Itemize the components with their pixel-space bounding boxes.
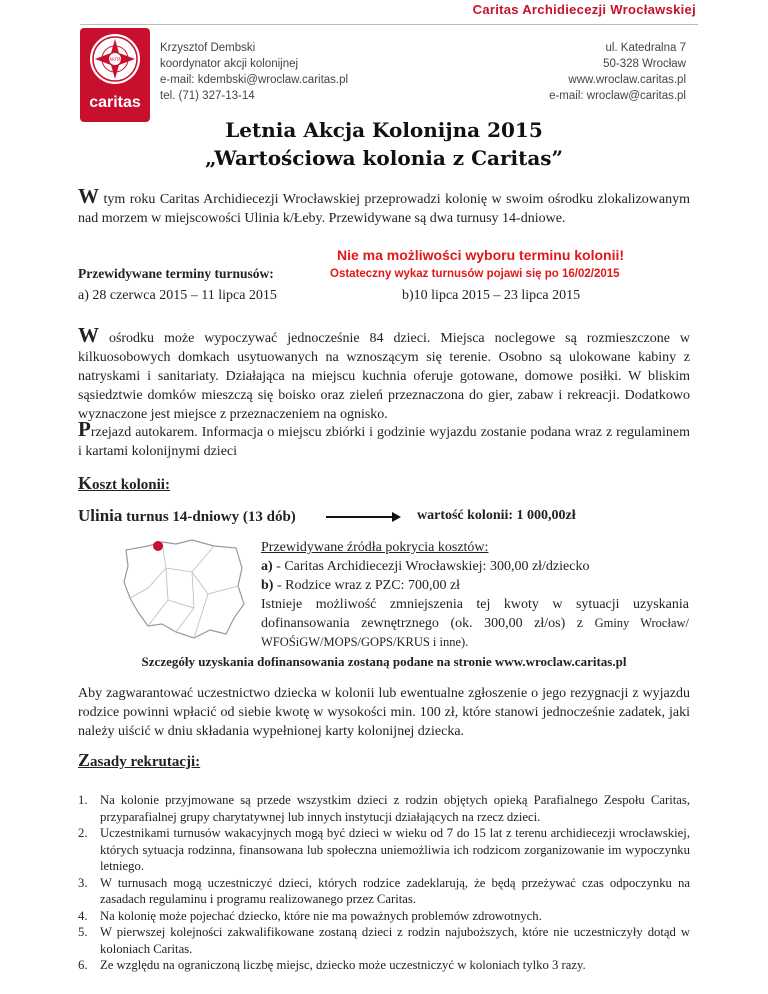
organization-contact [549,40,686,104]
logo-text: caritas [89,94,141,111]
arrow-right-icon [392,512,401,522]
organization-header: Caritas Archidiecezji Wrocławskiej [472,2,696,17]
funding-details-note: Szczegóły uzyskania dofinansowania zostaną podane na stronie www.wroclaw.caritas.pl [141,654,627,669]
rules-heading-dropcap: Z [78,750,91,770]
rules-list [78,792,690,974]
list-item-number: 2. [78,826,88,840]
source-a [261,557,689,576]
term-b: b)10 lipca 2015 – 23 lipca 2015 [402,288,581,303]
coordinator-name: Krzysztof Dembski [160,42,256,54]
list-item [78,875,690,908]
facility-dropcap: W [78,323,99,347]
org-city: 50-328 Wrocław [603,58,686,70]
coordinator-contact [160,40,348,104]
transport-paragraph [78,417,690,461]
coordinator-email[interactable]: e-mail: kdembski@wroclaw.caritas.pl [160,74,349,86]
cost-sources [261,538,689,652]
list-item-number: 4. [78,908,88,923]
intro-dropcap: W [78,184,99,208]
cost-value: wartość kolonii: 1 000,00zł [417,508,576,523]
list-item [78,924,690,957]
poland-map-icon [118,538,248,642]
list-item-number: 1. [78,793,88,807]
list-item [78,957,690,974]
deposit-paragraph: Aby zagwarantować uczestnictwo dziecka w kolonii lub ewentualne zgłoszenie o jego rezygnacji z wyjazdu rodzice powinni wpłacić od siebie kwotę w wysokości min. 100 zł, które stanowi jednocześnie zadatek, jaki należy uiścić w dniu składania wypełnionej karty kolonijnej dziecka. [78,686,690,739]
sources-title: Przewidywane źródła pokrycia kosztów: [261,540,489,555]
logo-seal [90,34,140,84]
intro-text: tym roku Caritas Archidiecezji Wrocławskiej przeprowadzi kolonię w swoim ośrodku zlokalizowanym nad morzem w miejscowości Ulinia k/Łeby. Przewidywane są dwa turnusy 14-dniowe. [78,192,690,226]
turnus-length: turnus 14-dniowy (13 dób) [122,509,296,525]
org-email[interactable]: e-mail: wroclaw@caritas.pl [549,90,686,102]
reduction-sources: Gminy Wrocław/ WFOŚiGW/MOPS/GOPS/KRUS i inne). [261,616,689,649]
list-item-text: W pierwszej kolejności zakwalifikowane zostaną dzieci z rodzin najuboższych, które nie uczestniczyły dotąd w koloniach Caritas. [100,925,690,956]
list-item [78,825,690,875]
header-divider [80,24,698,25]
no-choice-notice: Nie ma możliwości wyboru terminu kolonii! [337,247,625,263]
cost-heading [78,473,170,494]
facility-text: ośrodku może wypoczywać jednocześnie 84 dzieci. Miejsca noclegowe są rozmieszczone w kilkuosobowych domkach usytuowanych na wznoszącym się terenie. Osobno są ulokowane kabiny z natryskami i sanitariaty. Działająca na miejscu kuchnia oferuje gotowane, domowe posiłki. W bliskim sąsiedztwie domków mieszczą się boisko oraz zieleń przeznaczona do gier, zabaw i rekreacji. Dodatkowo wyznaczone jest miejsce z przeznaczeniem na ognisko. [78,331,690,422]
caritas-logo [80,28,150,122]
coordinator-role: koordynator akcji kolonijnej [160,58,299,70]
source-b [261,576,689,595]
title-line-2: „Wartościowa kolonia z Caritas” [204,146,564,170]
rules-heading [78,750,200,771]
term-a: a) 28 czerwca 2015 – 11 lipca 2015 [78,288,277,303]
title-line-1: Letnia Akcja Kolonijna 2015 [225,118,543,142]
caritas-cross-icon [90,34,140,84]
facility-paragraph [78,323,690,424]
place-name: Ulinia [78,506,123,525]
transport-text: rzejazd autokarem. Informacja o miejscu zbiórki i godzinie wyjazdu zostanie podana wraz z regulaminem i kartami kolonijnymi dzieci [78,425,690,459]
cost-heading-rest: oszt kolonii: [92,477,170,493]
source-a-text: - Caritas Archidiecezji Wrocławskiej: 300,00 zł/dziecko [272,559,590,574]
list-item-text: Na kolonie przyjmowane są przede wszystkim dzieci z rodzin objętych opieką Parafialnego Zespołu Caritas, przyparafialnej grupy charytatywnej lub innych instytucji działających na rzecz dzieci. [100,793,690,824]
reduction-note [261,595,689,652]
reduction-text: Istnieje możliwość zmniejszenia tej kwoty w sytuacji uzyskania dofinansowania zewnętrznego (ok. 300,00 zł/os) z [261,597,689,631]
list-item-text: Uczestnikami turnusów wakacyjnych mogą być dzieci w wieku od 7 do 15 lat z terenu archidiecezji wrocławskiej, których sytuacja rodzinna, finansowana lub społeczna uniemożliwia ich rodzicom zorganizowanie im wypoczynku letniego. [100,826,690,873]
ulinia-marker [153,541,163,551]
list-item-number: 3. [78,875,88,890]
org-street: ul. Katedralna 7 [605,42,686,54]
terms-label: Przewidywane terminy turnusów: [78,266,274,281]
list-item-number: 5. [78,925,88,939]
list-item-text: Na kolonię może pojechać dziecko, które nie ma poważnych problemów zdrowotnych. [100,908,542,923]
logo-seal-text: CARITAS [106,57,124,62]
list-item-text: Ze względu na ograniczoną liczbę miejsc, dziecko może uczestniczyć w koloniach tylko 3 razy. [100,958,586,972]
list-item [78,908,690,925]
org-website[interactable]: www.wroclaw.caritas.pl [568,74,686,86]
source-b-label: b) [261,578,274,593]
rules-heading-rest: asady rekrutacji: [90,754,201,770]
coordinator-phone: tel. (71) 327-13-14 [160,90,255,102]
final-list-notice: Ostateczny wykaz turnusów pojawi się po 16/02/2015 [330,268,620,280]
list-item-text: W turnusach mogą uczestniczyć dzieci, których rodzice zadeklarują, że będą przeżywać czas odpoczynku na zasadach regulaminu i programu realizowanego przez Caritas. [100,875,690,906]
list-item-number: 6. [78,958,88,972]
source-a-label: a) [261,559,273,574]
arrow-line [326,516,396,518]
page-title [0,116,768,172]
transport-dropcap: P [78,417,91,441]
intro-paragraph [78,184,690,228]
cost-heading-dropcap: K [78,473,93,493]
list-item [78,792,690,825]
source-b-text: - Rodzice wraz z PZC: 700,00 zł [273,578,461,593]
turnus-line [78,506,296,526]
